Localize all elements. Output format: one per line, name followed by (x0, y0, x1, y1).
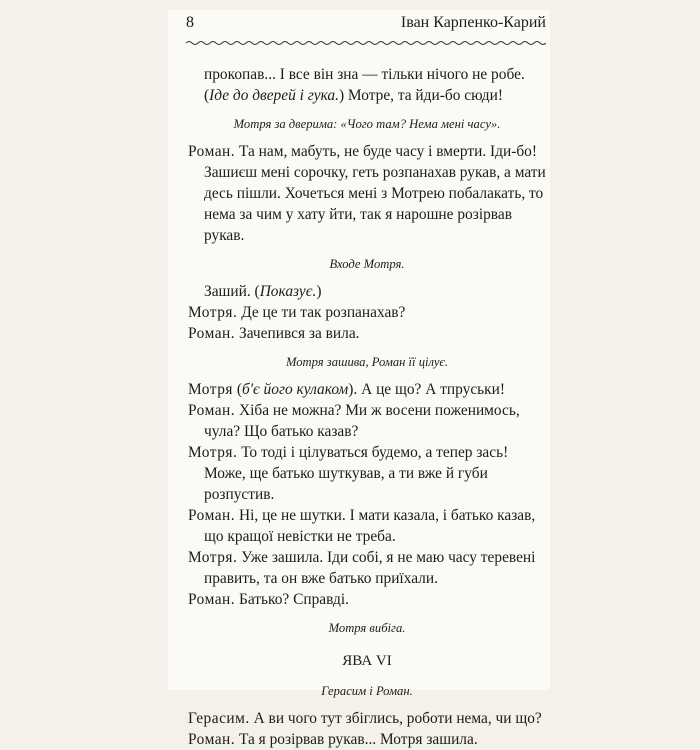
dialogue-line: Мотря (б'є його кулаком). А це що? А тпруськи! (188, 381, 506, 398)
dialogue-line: Роман. Батько? Справді. (188, 591, 349, 608)
stage-direction: Мотря зашива, Роман її цілує. (285, 355, 449, 369)
page-number: 8 (186, 14, 194, 31)
dialogue-line: Роман. Ні, це не шутки. І мати казала, і батько казав, що кращої невістки не треба. (188, 507, 536, 545)
stage-direction: Мотря вибіга. (328, 621, 406, 635)
dialogue-line: Мотря. Де це ти так розпанахав? (188, 304, 406, 321)
dialogue-line: Заший. (Показує.) (204, 283, 322, 300)
stage-direction: Входе Мотря. (329, 257, 405, 271)
text-line: прокопав... І все він зна — тільки нічого не робе. (Іде до дверей і гука.) Мотре, та йди-бо сюди! (204, 66, 525, 104)
stage-direction: Мотря за дверима: «Чого там? Нема мені часу». (233, 117, 501, 131)
dialogue-line: Роман. Та я розірвав рукав... Мотря зашила. (188, 731, 478, 748)
running-head-author: Іван Карпенко-Карий (400, 14, 546, 31)
page-text (188, 64, 546, 750)
page-header (186, 10, 546, 36)
wavy-divider (186, 38, 546, 48)
dialogue-line: Мотря. Уже зашила. Іди собі, я не маю часу теревені править, та он вже батько приїхали. (188, 549, 536, 587)
dialogue-line: Роман. Зачепився за вила. (188, 325, 360, 342)
dialogue-line: Роман. Хіба не можна? Ми ж восени поженимось, чула? Що батько казав? (188, 402, 520, 440)
dialogue-line: Герасим. А ви чого тут збіглись, роботи нема, чи що? (188, 710, 542, 727)
dialogue-line: Мотря. То тоді і цілуваться будемо, а тепер зась! Може, ще батько шуткував, а ти вже й губи розпустив. (188, 444, 509, 503)
stage-direction: Герасим і Роман. (321, 684, 413, 698)
scene-heading: ЯВА VI (342, 653, 392, 669)
dialogue-line: Роман. Та нам, мабуть, не буде часу і вмерти. Іди-бо! Зашиєш мені сорочку, геть розпанахав рукав, а мати десь пішли. Хочеться мені з Мотрею побалакать, то нема за чим у хату йти, так я нарошне розірвав рукав. (188, 143, 546, 244)
